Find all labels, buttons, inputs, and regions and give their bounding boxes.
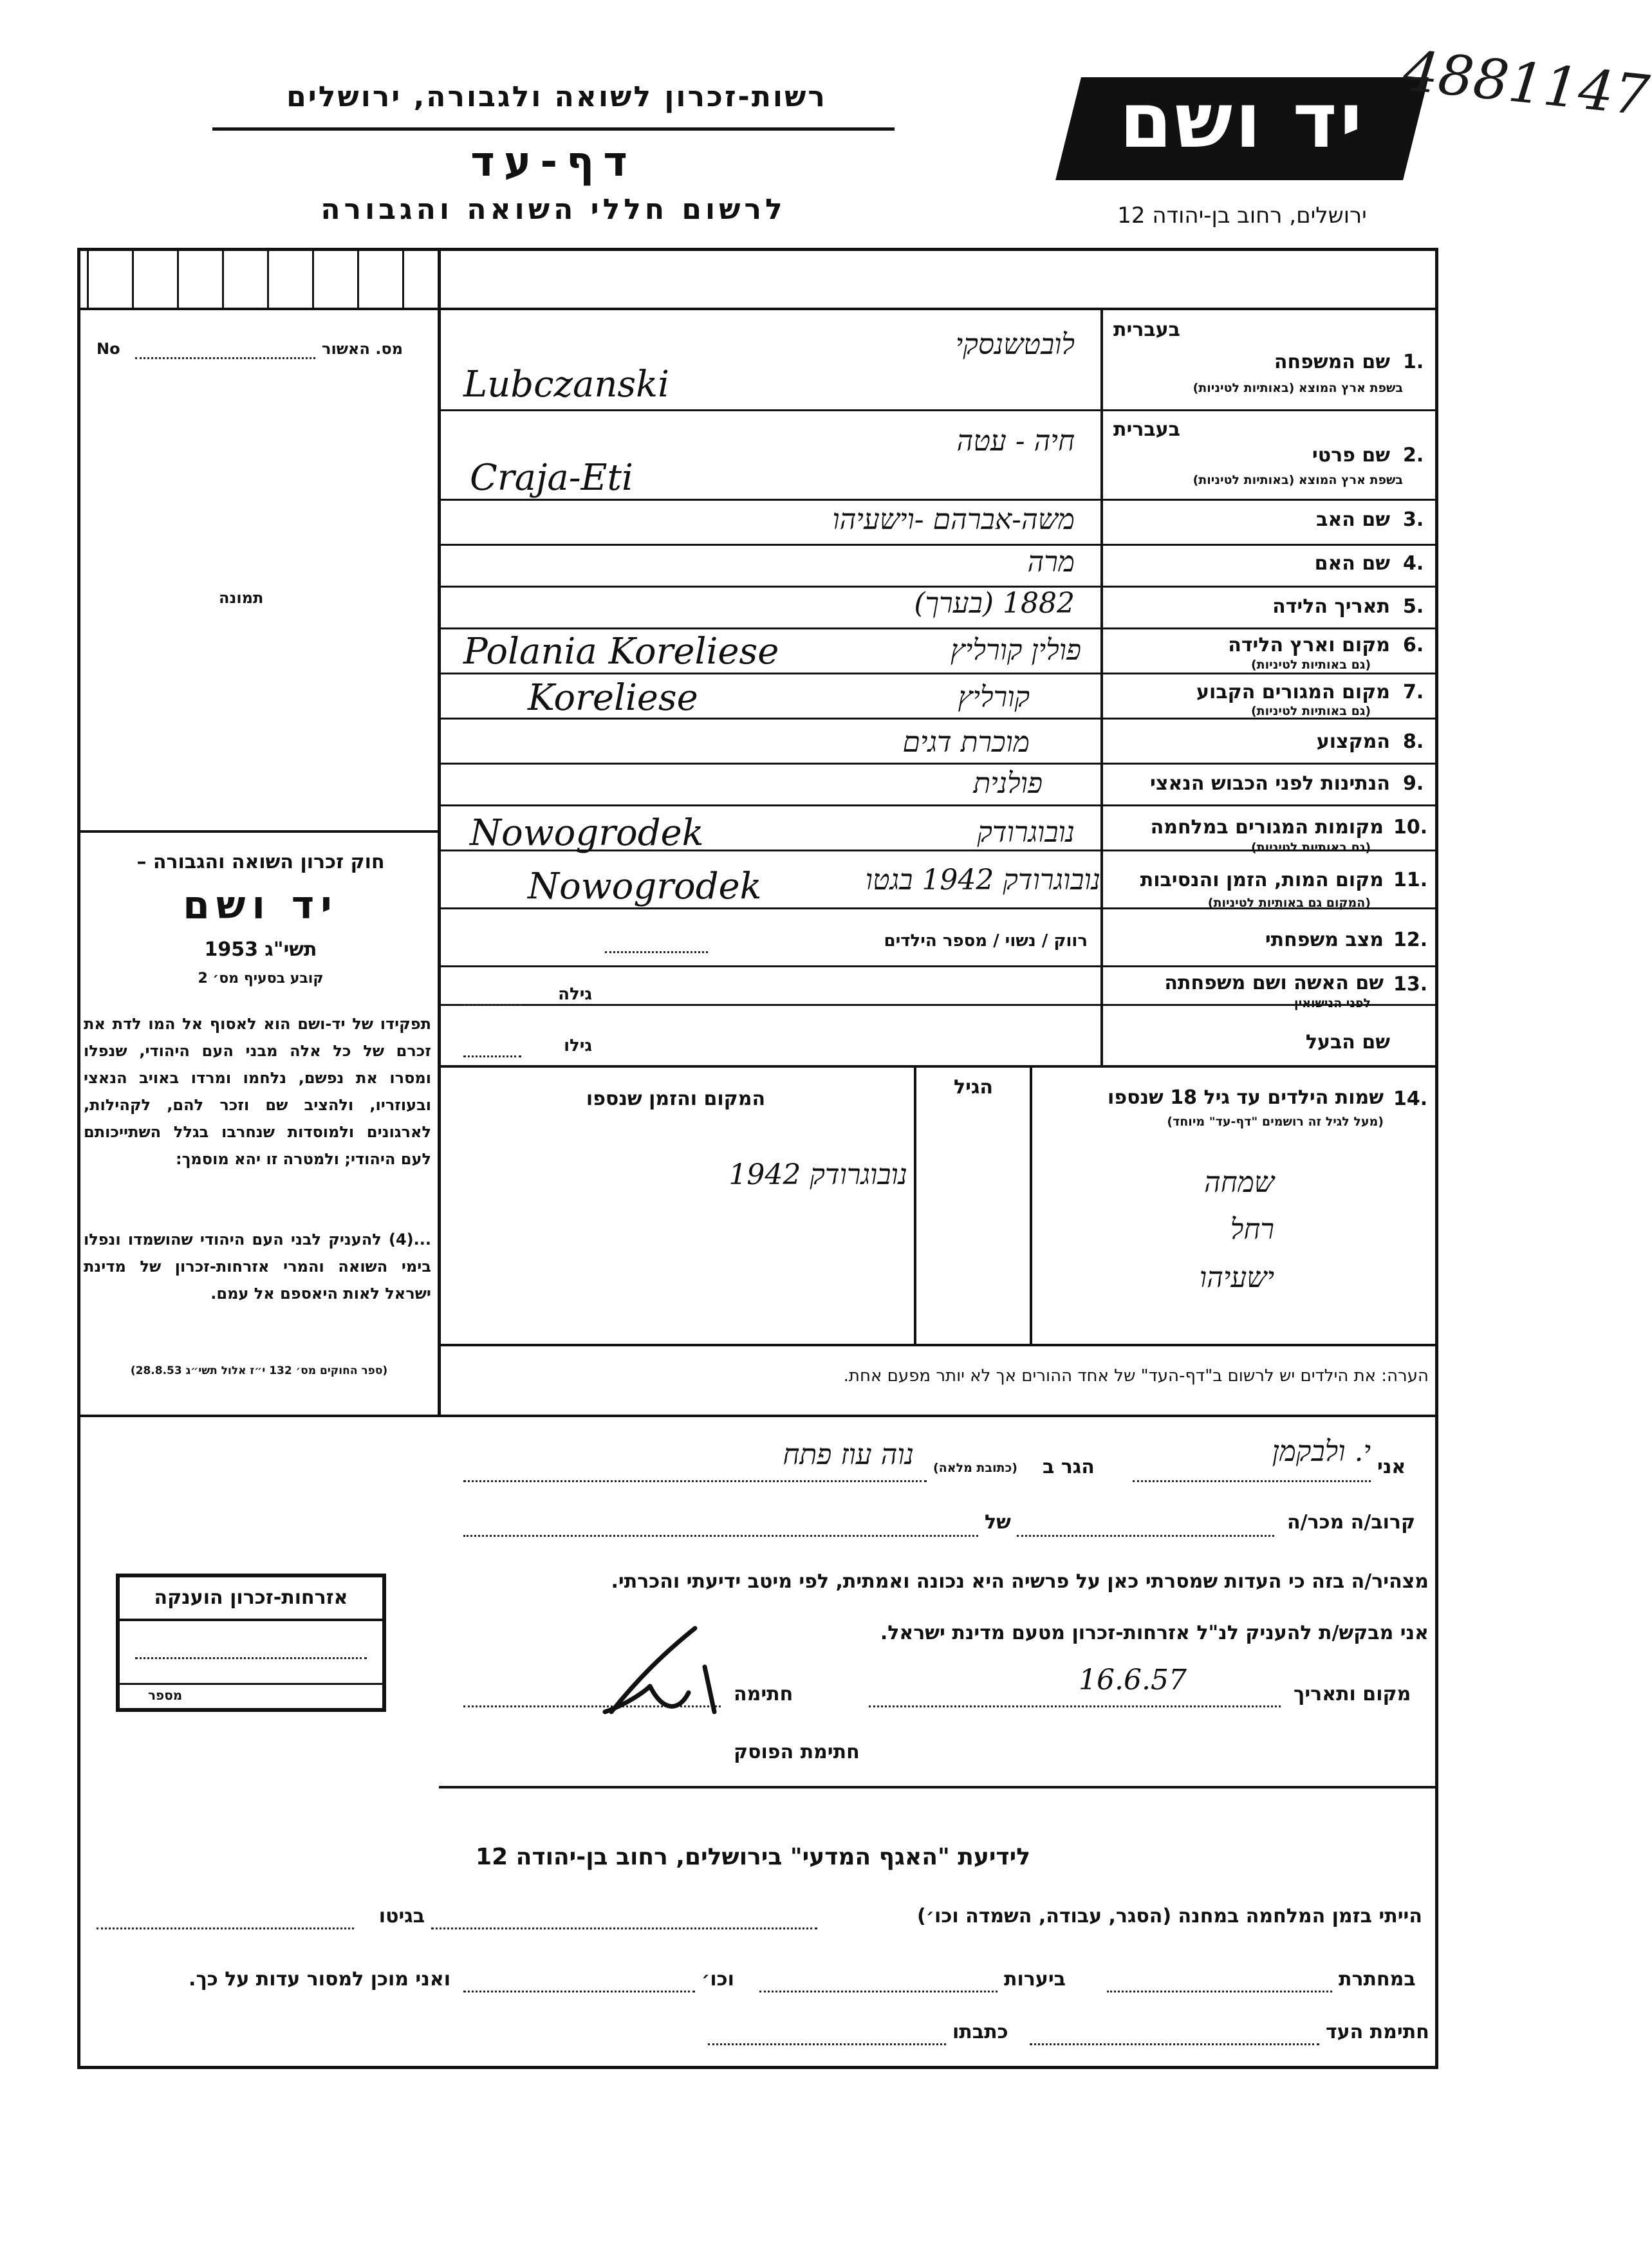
law-text-2: ...(4) להעניק לבני העם היהודי שהושמדו ונפלו בימי השואה והמרי אזרחות-זכרון של מדינת ישראל לאות היאספם אל עמם.	[84, 1231, 431, 1303]
signature-label: חתימה	[734, 1683, 794, 1705]
children-number: 14.	[1393, 1088, 1428, 1110]
field-6-sub: (גם באותיות לטיניות)	[1250, 658, 1371, 672]
logo-text: יד ושם	[1119, 76, 1365, 165]
footer-willing-label: ואני מוכן למסור עדות על כך.	[189, 1968, 450, 1991]
children-sub: (מעל לגיל זה רושמים "דף-עד" מיוחד)	[1167, 1115, 1384, 1129]
field-5-label: תאריך הלידה	[1272, 595, 1390, 618]
of-label: של	[985, 1511, 1011, 1534]
child-1-place: נובוגרודק 1942	[729, 1158, 907, 1191]
footer-camp-label: הייתי בזמן המלחמה במחנה (הסגר, עבודה, השמדה וכו׳)	[917, 1905, 1422, 1927]
field-13-number: 13.	[1393, 973, 1428, 996]
field-1-sub: בשפת ארץ המוצא (באותיות לטיניות)	[1193, 381, 1403, 395]
relation-label: קרוב/ה מכר/ה	[1287, 1511, 1416, 1534]
field-1-number: 1.	[1403, 351, 1424, 373]
field-6-number: 6.	[1403, 634, 1424, 656]
law-year: תשי"ג 1953	[204, 938, 317, 961]
field-12-options: רווק / נשוי / מספר הילדים	[884, 931, 1088, 951]
field-13-label: שם האשה ושם משפחתה	[1164, 972, 1384, 994]
declaration-statement-1: מצהיר/ה בזה כי העדות שמסרתי כאן על פרשיה היא נכונה ואמתית, לפי מיטב ידיעתי והכרתי.	[611, 1570, 1429, 1593]
field-7-number: 7.	[1403, 681, 1424, 703]
field-12-number: 12.	[1393, 929, 1428, 951]
field-9-value: פולנית	[973, 767, 1043, 800]
field-8-value: מוכרת דגים	[902, 726, 1030, 759]
stamp-no: מספר	[148, 1687, 183, 1703]
children-title: שמות הילדים עד גיל 18 שנספו	[1108, 1086, 1384, 1109]
field-7-sub: (גם באותיות לטיניות)	[1250, 704, 1371, 718]
declarant-name: י. ולבקמן	[1272, 1435, 1371, 1468]
form-title: דף-עד	[470, 138, 636, 186]
field-7-value-latin: Koreliese	[528, 677, 698, 719]
declaration-i-label: אני	[1377, 1456, 1406, 1478]
approval-no: No	[97, 340, 120, 358]
footer-ghetto-label: בגיטו	[378, 1905, 425, 1927]
authority-title: רשות-זכרון לשואה ולגבורה, ירושלים	[286, 80, 827, 113]
field-13-age-label: גילה	[558, 985, 592, 1004]
children-note: הערה: את הילדים יש לרשום ב"דף-העד" של אחד ההורים אך לא יותר מפעם אחת.	[843, 1366, 1429, 1386]
footer-etc-label: וכו׳	[701, 1968, 734, 1991]
approval-label: מס. האשור	[322, 340, 403, 358]
footer-title: לידיעת "האגף המדעי" בירושלים, רחוב בן-יהודה 12	[476, 1844, 1030, 1870]
field-10-number: 10.	[1393, 816, 1428, 839]
field-4-number: 4.	[1403, 552, 1424, 575]
address-text: ירושלים, רחוב בן-יהודה 12	[1117, 203, 1367, 228]
field-6-value-latin: Polania Koreliese	[463, 631, 779, 673]
field-10-value-latin: Nowogrodek	[470, 812, 704, 854]
declaration-date: 16.6.57	[1079, 1664, 1187, 1696]
footer-forests-label: ביערות	[1004, 1968, 1066, 1991]
footer-underground-label: במחתרת	[1339, 1968, 1416, 1991]
field-1-tag: בעברית	[1113, 319, 1180, 341]
law-name: יד ושם	[183, 883, 339, 928]
field-5-value: 1882 (בערך)	[914, 587, 1075, 620]
child-3-name: ישעיהו	[1199, 1261, 1274, 1294]
field-10-value-hebrew: נובוגרודק	[977, 816, 1075, 849]
field-2-sub: בשפת ארץ המוצא (באותיות לטיניות)	[1193, 473, 1403, 487]
resides-label: הגר ב	[1043, 1456, 1095, 1478]
field-6-label: מקום וארץ הלידה	[1228, 634, 1390, 656]
field-8-label: המקצוע	[1316, 730, 1390, 753]
field-3-value: משה-אברהם -וישעיהו	[832, 503, 1075, 536]
law-title: חוק זכרון השואה והגבורה –	[136, 851, 385, 873]
children-place-header: המקום והזמן שנספו	[586, 1088, 766, 1110]
declaration-statement-2: אני מבקש/ת להעניק לנ"ל אזרחות-זכרון מטעם מדינת ישראל.	[880, 1622, 1429, 1644]
field-7-label: מקום המגורים הקבוע	[1196, 681, 1390, 703]
field-10-label: מקומות המגורים במלחמה	[1150, 816, 1384, 839]
signature-mark	[566, 1615, 747, 1731]
field-2-label: שם פרטי	[1312, 444, 1390, 467]
field-11-value-latin: Nowogrodek	[528, 866, 762, 907]
field-2-tag: בעברית	[1113, 418, 1180, 441]
law-section: קובע בסעיף מס׳ 2	[198, 971, 324, 987]
field-11-sub: (המקום גם באותיות לטיניות)	[1207, 896, 1371, 910]
address-hint: (כתובת מלאה)	[933, 1461, 1017, 1475]
law-text-1: תפקידו של יד-ושם הוא לאסוף אל המו לדת את זכרם של כל אלה מבני העם היהודי, שנפלו ומסרו את נפשם, נלחמו ומרדו באויב הנאצי ובעוזריו, ולהציב שם וזכר להם, לקהילות, לארגונים ולמוסדות שנחרבו בגלל השתייכותם לעם היהודי; ולמטרה זו יהא מוסמך:	[84, 1015, 431, 1168]
field-9-number: 9.	[1403, 772, 1424, 795]
declarant-address: נוה עוז פתח	[783, 1438, 914, 1471]
field-3-number: 3.	[1403, 508, 1424, 531]
field-1-label: שם המשפחה	[1274, 351, 1390, 373]
footer-witness-signature-label: חתימת העד	[1326, 2021, 1429, 2043]
law-ref: (ספר החוקים מס׳ 132 י״ז אלול תשי״ג 28.8.53)	[130, 1364, 388, 1377]
field-2-value-latin: Craja-Eti	[470, 457, 633, 499]
form-subtitle: לרשום חללי השואה והגבורה	[320, 193, 786, 226]
place-date-label: מקום ותאריך	[1294, 1683, 1411, 1705]
field-1-value-latin: Lubczanski	[463, 364, 670, 405]
field-1-value-hebrew: לובטשנסקי	[955, 328, 1075, 361]
husband-age-label: גילו	[564, 1036, 592, 1055]
husband-label: שם הבעל	[1305, 1031, 1390, 1054]
field-13-sub: לפני הנישואין	[1294, 996, 1371, 1010]
field-9-label: הנתינות לפני הכבוש הנאצי	[1150, 772, 1390, 795]
field-11-number: 11.	[1393, 869, 1428, 891]
field-3-label: שם האב	[1316, 508, 1390, 531]
field-2-value-hebrew: חיה - עטה	[956, 425, 1075, 458]
field-4-value: מרה	[1027, 546, 1075, 579]
field-6-value-hebrew: פולין קורליץ	[950, 634, 1081, 667]
footer-address-label: כתבתו	[952, 2021, 1008, 2043]
field-7-value-hebrew: קורליץ	[958, 681, 1030, 714]
field-12-label: מצב משפחתי	[1265, 929, 1384, 951]
field-4-label: שם האם	[1314, 552, 1390, 575]
photo-label: תמונה	[219, 589, 264, 607]
field-2-number: 2.	[1403, 444, 1424, 467]
children-age-header: הגיל	[954, 1076, 993, 1099]
record-number: 4881147	[1400, 39, 1652, 129]
field-8-number: 8.	[1403, 730, 1424, 753]
child-1-name: שמחה	[1203, 1166, 1274, 1199]
field-5-number: 5.	[1403, 595, 1424, 618]
approval-line	[135, 357, 315, 359]
child-2-name: רחל	[1230, 1213, 1274, 1246]
authority-underline	[212, 127, 895, 131]
field-11-value-hebrew: נובוגרודק 1942 בגטו	[865, 864, 1100, 896]
field-10-sub: (גם באותיות לטיניות)	[1250, 841, 1371, 855]
stamp-title: אזרחות-זכרון הוענקה	[154, 1586, 348, 1609]
recorder-signature-label: חתימת הפוסק	[734, 1741, 860, 1763]
field-11-label: מקום המות, הזמן והנסיבות	[1140, 869, 1384, 891]
